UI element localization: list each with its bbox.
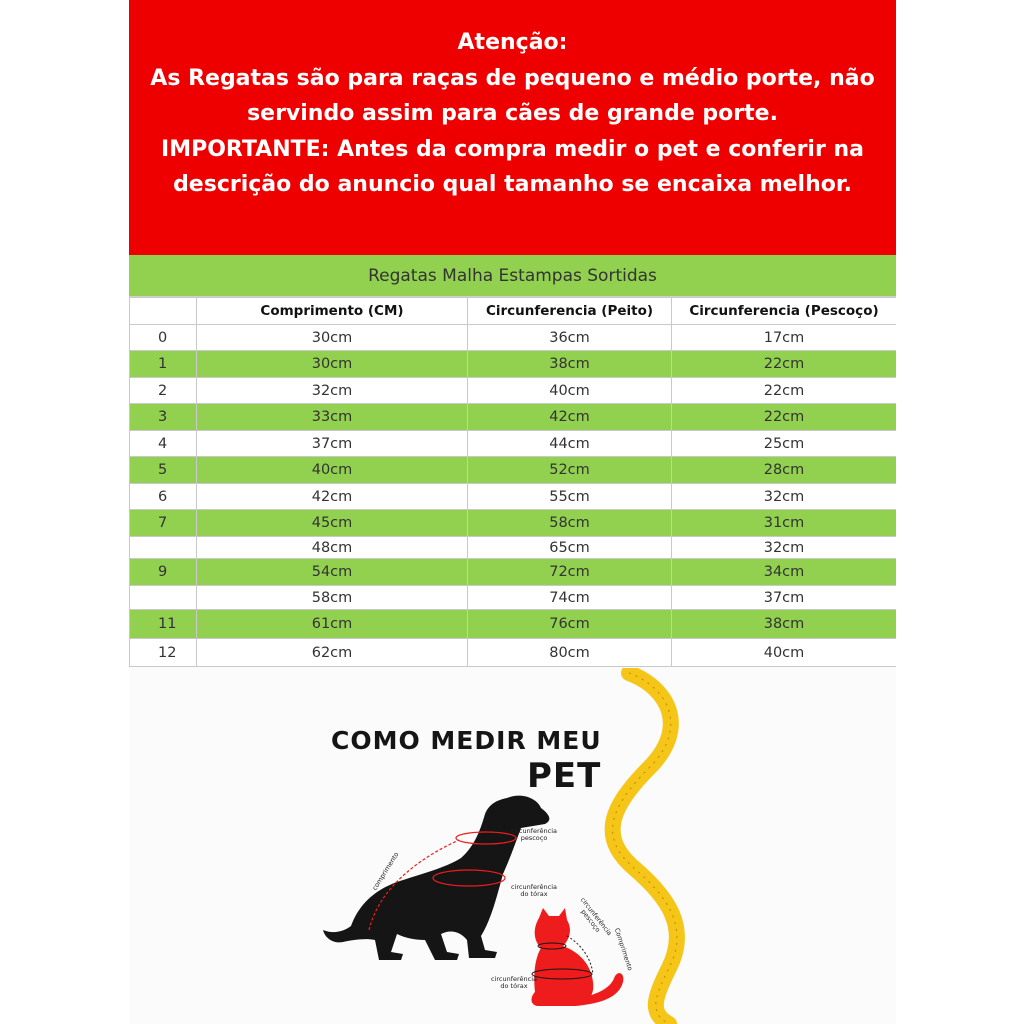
neck-cell: 22cm: [672, 378, 897, 404]
table-row: [130, 325, 897, 351]
neck-cell: 31cm: [672, 510, 897, 537]
header-neck: Circunferencia (Pescoço): [672, 298, 897, 325]
neck-cell: 25cm: [672, 431, 897, 457]
table-row: [130, 586, 897, 610]
chest-cell: 80cm: [468, 639, 672, 667]
neck-cell: 34cm: [672, 559, 897, 586]
dog-chest-label: circunferência do tórax: [510, 883, 558, 898]
header-chest: Circunferencia (Peito): [468, 298, 672, 325]
size-cell: 0: [130, 325, 197, 351]
length-cell: 61cm: [197, 610, 468, 639]
size-cell: 3: [130, 404, 197, 431]
measuring-tape-icon: [613, 673, 677, 1024]
chest-cell: 40cm: [468, 378, 672, 404]
table-row: [130, 457, 897, 484]
size-cell: 1: [130, 351, 197, 378]
cat-neck-label: circunferência pescoço: [578, 895, 614, 938]
neck-cell: 40cm: [672, 639, 897, 667]
notice-banner: [129, 0, 896, 255]
table-row: [130, 431, 897, 457]
table-row: [130, 404, 897, 431]
size-cell: 7: [130, 510, 197, 537]
chest-cell: 74cm: [468, 586, 672, 610]
neck-cell: 17cm: [672, 325, 897, 351]
notice-line: descrição do anuncio qual tamanho se encaixa melhor.: [173, 172, 852, 197]
dog-length-label: comprimento: [370, 850, 401, 892]
cat-length-label: Comprimento: [612, 926, 635, 972]
chest-cell: 76cm: [468, 610, 672, 639]
neck-cell: 22cm: [672, 404, 897, 431]
length-cell: 32cm: [197, 378, 468, 404]
table-row: [130, 639, 897, 667]
table-row: [130, 484, 897, 510]
length-cell: 58cm: [197, 586, 468, 610]
guide-title: COMO MEDIR MEU: [331, 726, 602, 755]
size-cell: 5: [130, 457, 197, 484]
size-cell: 12: [130, 639, 197, 667]
length-cell: 30cm: [197, 325, 468, 351]
header-size: [130, 298, 197, 325]
measure-illustration: [129, 668, 896, 1024]
dog-neck-label: circunferência pescoço: [510, 827, 558, 842]
table-row: [130, 559, 897, 586]
chest-cell: 58cm: [468, 510, 672, 537]
length-cell: 42cm: [197, 484, 468, 510]
notice-line: IMPORTANTE: Antes da compra medir o pet e conferir na: [161, 136, 864, 162]
chest-cell: 38cm: [468, 351, 672, 378]
table-row: [130, 510, 897, 537]
measure-guide: [129, 668, 896, 1024]
size-cell: 2: [130, 378, 197, 404]
length-cell: 40cm: [197, 457, 468, 484]
neck-cell: 32cm: [672, 537, 897, 559]
size-cell: 6: [130, 484, 197, 510]
notice-line: servindo assim para cães de grande porte.: [247, 101, 778, 126]
table-row: [130, 378, 897, 404]
length-cell: 37cm: [197, 431, 468, 457]
size-cell: 4: [130, 431, 197, 457]
notice-line: As Regatas são para raças de pequeno e médio porte, não: [150, 65, 875, 91]
size-table-title: Regatas Malha Estampas Sortidas: [129, 255, 896, 297]
guide-title-pet: PET: [527, 756, 602, 796]
length-cell: 48cm: [197, 537, 468, 559]
neck-cell: 32cm: [672, 484, 897, 510]
table-row: [130, 610, 897, 639]
dog-silhouette-icon: [323, 796, 549, 960]
length-cell: 30cm: [197, 351, 468, 378]
length-cell: 33cm: [197, 404, 468, 431]
size-cell: 9: [130, 559, 197, 586]
size-cell: [130, 586, 197, 610]
notice-heading: Atenção:: [457, 30, 568, 55]
length-cell: 62cm: [197, 639, 468, 667]
neck-cell: 28cm: [672, 457, 897, 484]
table-row: [130, 537, 897, 559]
size-cell: 11: [130, 610, 197, 639]
neck-cell: 38cm: [672, 610, 897, 639]
product-sheet: [129, 0, 896, 1024]
chest-cell: 36cm: [468, 325, 672, 351]
chest-cell: 42cm: [468, 404, 672, 431]
size-table-header: [130, 298, 897, 325]
chest-cell: 52cm: [468, 457, 672, 484]
size-cell: [130, 537, 197, 559]
size-table: [129, 297, 896, 667]
length-cell: 45cm: [197, 510, 468, 537]
chest-cell: 55cm: [468, 484, 672, 510]
neck-cell: 37cm: [672, 586, 897, 610]
header-length: Comprimento (CM): [197, 298, 468, 325]
length-cell: 54cm: [197, 559, 468, 586]
cat-silhouette-icon: [532, 908, 624, 1006]
chest-cell: 65cm: [468, 537, 672, 559]
cat-chest-label: circunferência do tórax: [491, 975, 538, 990]
neck-cell: 22cm: [672, 351, 897, 378]
chest-cell: 72cm: [468, 559, 672, 586]
chest-cell: 44cm: [468, 431, 672, 457]
table-row: [130, 351, 897, 378]
